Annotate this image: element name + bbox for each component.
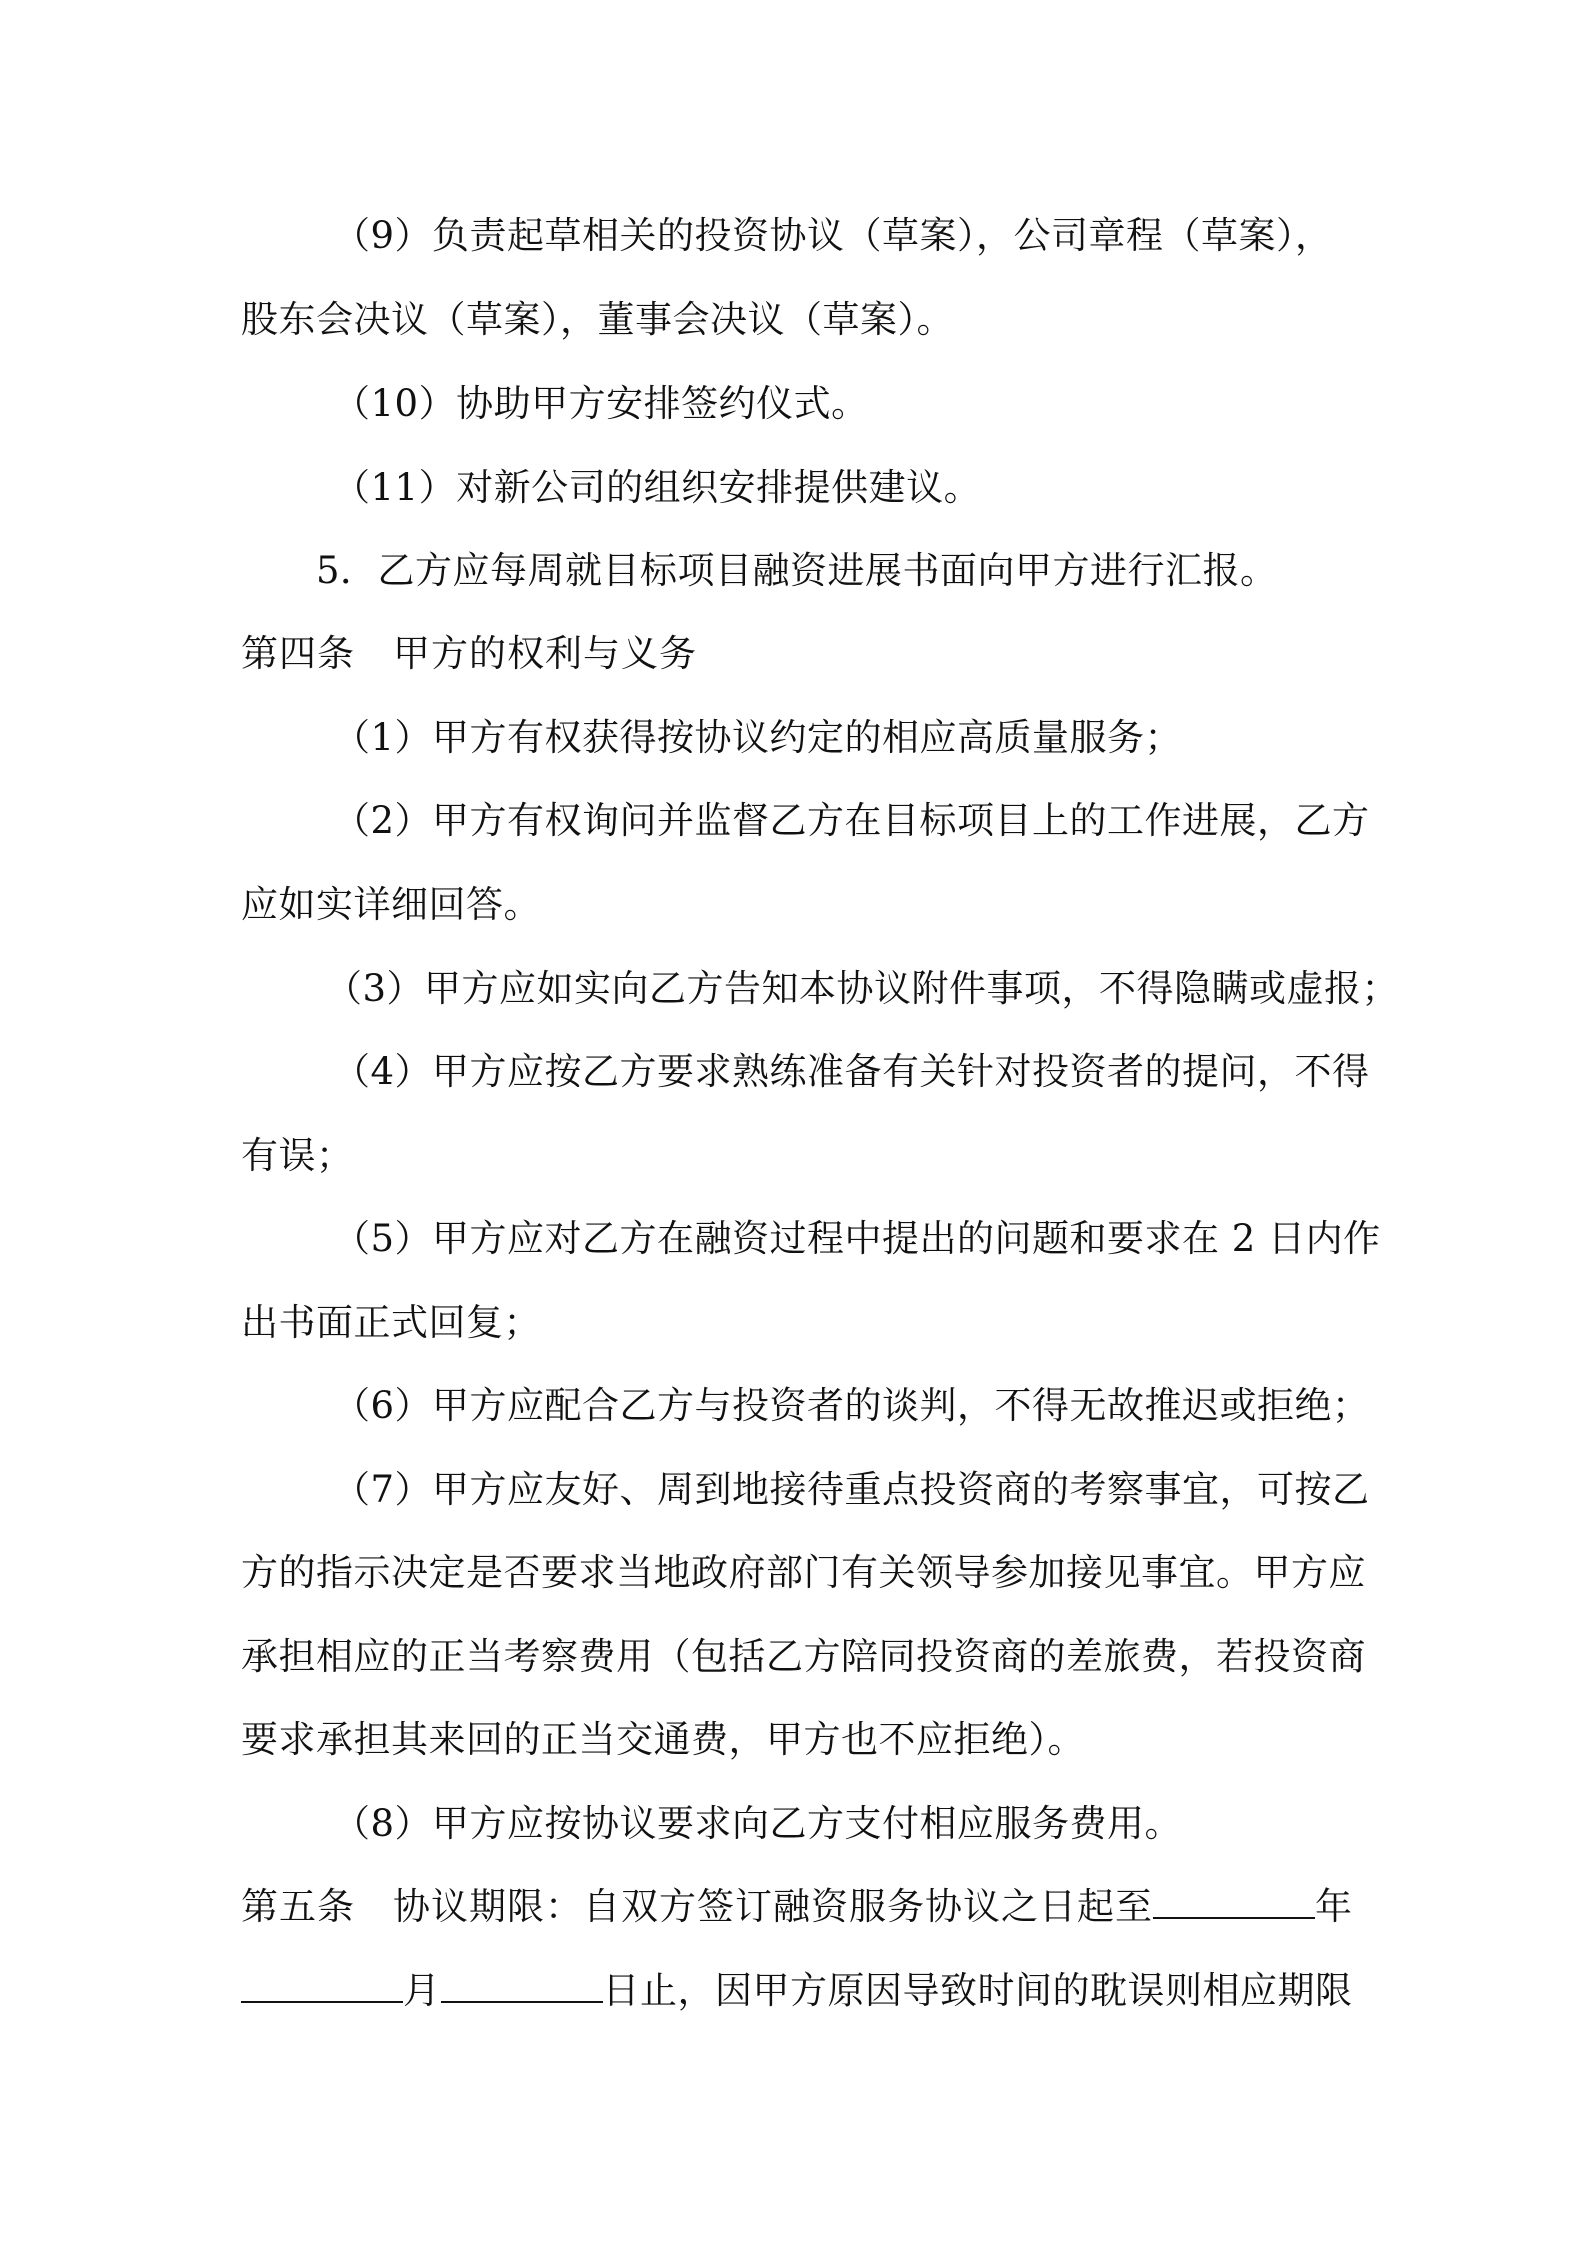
month-blank	[241, 1971, 403, 2003]
article-4-heading: 第四条 甲方的权利与义务	[241, 632, 697, 675]
article-4-item-4-line-1: （4）甲方应按乙方要求熟练准备有关针对投资者的提问，不得	[333, 1050, 1370, 1093]
article-4-item-2-line-2: 应如实详细回答。	[241, 883, 541, 926]
day-blank	[441, 1971, 603, 2003]
article-4-item-7-line-4: 要求承担其来回的正当交通费，甲方也不应拒绝）。	[241, 1718, 1085, 1761]
article-4-item-5-line-1: （5）甲方应对乙方在融资过程中提出的问题和要求在 2 日内作	[333, 1217, 1381, 1260]
year-blank	[1153, 1887, 1315, 1919]
article-5-line-1	[241, 1877, 1355, 1937]
article-4-item-7-line-3: 承担相应的正当考察费用（包括乙方陪同投资商的差旅费，若投资商	[241, 1635, 1366, 1678]
article-5-suffix: 日止，因甲方原因导致时间的耽误则相应期限	[602, 1969, 1353, 2012]
article-4-item-7-line-1: （7）甲方应友好、周到地接待重点投资商的考察事宜，可按乙	[333, 1468, 1370, 1511]
article-4-item-3: （3）甲方应如实向乙方告知本协议附件事项，不得隐瞒或虚报；	[325, 967, 1400, 1010]
article-4-item-8: （8）甲方应按协议要求向乙方支付相应服务费用。	[333, 1802, 1183, 1845]
article-4-item-6: （6）甲方应配合乙方与投资者的谈判，不得无故推迟或拒绝；	[333, 1384, 1370, 1427]
article-4-item-4-line-2: 有误；	[241, 1134, 354, 1177]
article-4-item-5-line-2: 出书面正式回复；	[241, 1301, 541, 1344]
item-9-line-1: （9）负责起草相关的投资协议（草案），公司章程（草案），	[333, 214, 1333, 257]
article-4-item-7-line-2: 方的指示决定是否要求当地政府部门有关领导参加接见事宜。甲方应	[241, 1551, 1366, 1594]
article-5-line-2	[241, 1961, 1355, 2021]
article-4-item-2-line-1: （2）甲方有权询问并监督乙方在目标项目上的工作进展，乙方	[333, 799, 1370, 842]
article-5-prefix: 第五条 协议期限：自双方签订融资服务协议之日起至	[241, 1885, 1153, 1928]
article-4-item-1: （1）甲方有权获得按协议约定的相应高质量服务；	[333, 716, 1183, 759]
item-9-line-2: 股东会决议（草案），董事会决议（草案）。	[241, 298, 954, 341]
item-11: （11）对新公司的组织安排提供建议。	[333, 466, 982, 509]
clause-5: 5．乙方应每周就目标项目融资进展书面向甲方进行汇报。	[316, 549, 1278, 592]
article-5-month-label: 月	[403, 1969, 441, 2012]
item-10: （10）协助甲方安排签约仪式。	[333, 382, 869, 425]
article-5-year-label: 年	[1315, 1885, 1353, 1928]
